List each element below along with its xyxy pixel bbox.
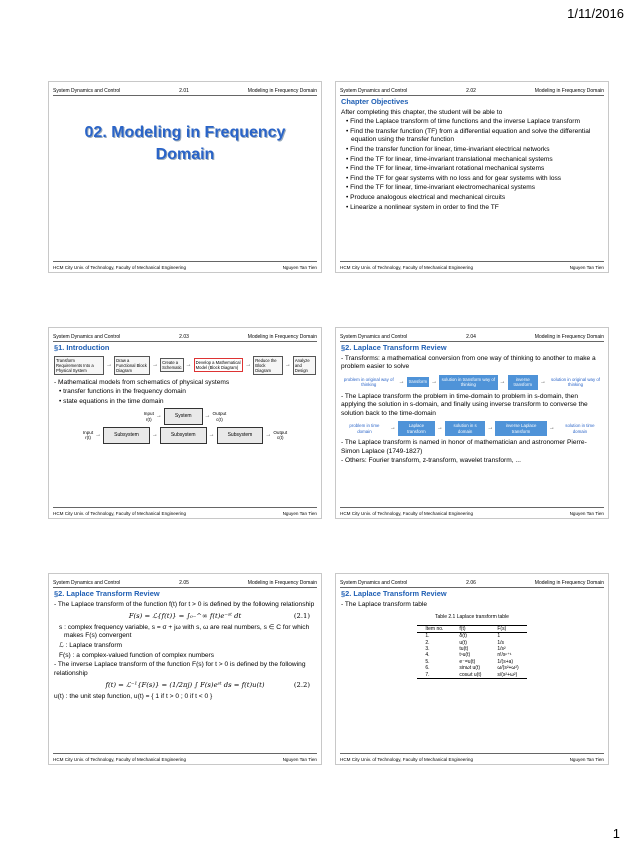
objective-item: • Find the TF for linear, time-invariant rotational mechanical systems bbox=[346, 165, 545, 173]
arrow-icon: → bbox=[398, 378, 405, 385]
subsystem-block: Subsystem bbox=[103, 427, 150, 444]
subsystem-block: Subsystem bbox=[160, 427, 207, 444]
arrow-icon: → bbox=[152, 361, 159, 368]
table-header: F(s) bbox=[489, 625, 526, 632]
slide-header bbox=[53, 82, 317, 96]
slide-footer: HCM City Univ. of Technology, Faculty of Mechanical Engineering Nguyen Tan Tien bbox=[340, 507, 604, 518]
objectives-intro: After completing this chapter, the student will be able to bbox=[341, 108, 503, 116]
objective-item: • Find the TF for gear systems with no loss and for gear systems with loss bbox=[346, 174, 562, 182]
table-cell: 4. bbox=[425, 652, 430, 659]
slide-2-05 bbox=[48, 573, 322, 765]
bullet-item: • state equations in the time domain bbox=[59, 397, 164, 405]
slide-footer: HCM City Univ. of Technology, Faculty of Mechanical Engineering Nguyen Tan Tien bbox=[53, 261, 317, 272]
arrow-icon: → bbox=[389, 425, 396, 432]
slide-footer: HCM City Univ. of Technology, Faculty of Mechanical Engineering Nguyen Tan Tien bbox=[53, 753, 317, 764]
intro-text: - Mathematical models from schematics of physical systems bbox=[54, 378, 230, 386]
slide-title: §2. Laplace Transform Review bbox=[341, 343, 447, 352]
slide-header: System Dynamics and Control 2.05 Modeling in Frequency Domain bbox=[53, 574, 317, 588]
paragraph: - The Laplace transform table bbox=[341, 600, 428, 608]
chapter-title: 02. Modeling in Frequency Domain bbox=[84, 124, 286, 163]
table-cell: n!/sⁿ⁺¹ bbox=[497, 652, 512, 659]
slide-title: §2. Laplace Transform Review bbox=[54, 589, 160, 598]
objective-item: • Find the Laplace transform of time functions and the inverse Laplace transform bbox=[346, 118, 580, 126]
table-cell: ω/(s²+ω²) bbox=[497, 665, 519, 672]
paragraph: - The inverse Laplace transform of the function F(s) for t > 0 is defined by the following relationship bbox=[54, 661, 306, 677]
slide-footer: HCM City Univ. of Technology, Faculty of Mechanical Engineering Nguyen Tan Tien bbox=[340, 261, 604, 272]
table-cell: sinωt u(t) bbox=[459, 665, 480, 672]
arrow-icon: → bbox=[548, 425, 555, 432]
arrow-icon: → bbox=[431, 378, 438, 385]
slide-body bbox=[54, 344, 316, 506]
arrow-icon: → bbox=[487, 425, 494, 432]
slide-body bbox=[341, 590, 603, 752]
equation-2-1: F(s) = ℒ{f(t)} = ∫₀₋^∞ f(t)e⁻ˢᵗ dt (2.1) bbox=[128, 612, 310, 621]
slide-header: System Dynamics and Control 2.03 Modeling in Frequency Domain bbox=[53, 328, 317, 342]
bullet-item: • transfer functions in the frequency domain bbox=[59, 388, 186, 396]
flow-box: Reduce the Block Diagram bbox=[253, 356, 283, 375]
arrow-icon: → bbox=[185, 361, 192, 368]
table-row bbox=[417, 672, 526, 679]
slide-title: §1. Introduction bbox=[54, 343, 110, 352]
objective-item: • Find the transfer function for linear, time-invariant electrical networks bbox=[346, 145, 550, 153]
flow-box: Develop a Mathematical Model (Block Diagram) bbox=[194, 358, 244, 372]
slide-2-02 bbox=[335, 81, 609, 273]
objective-item: • Find the TF for linear, time-invariant electromechanical systems bbox=[346, 184, 536, 192]
paragraph: - Transforms: a mathematical conversion from one way of thinking to another to make a problem easier to solve bbox=[341, 354, 596, 371]
table-cell: 1/s bbox=[497, 639, 505, 646]
flow-box: transform bbox=[407, 377, 430, 386]
table-cell: 2. bbox=[425, 639, 430, 646]
slide-2-03 bbox=[48, 327, 322, 519]
table-cell: s/(s²+ω²) bbox=[489, 672, 526, 679]
arrow-icon: → bbox=[540, 378, 546, 385]
flow-box: solution in time domain bbox=[565, 423, 595, 434]
objective-item: • Find the TF for linear, time-invariant translational mechanical systems bbox=[346, 155, 553, 163]
paragraph: - The Laplace transform the problem in time-domain to problem in s-domain, then applying the solution in s-domain, and finally using inverse transform to converse the solution back to the time-domain bbox=[341, 392, 588, 417]
slide-body bbox=[54, 590, 316, 752]
subsystem-diagram: Input r(t) → Subsystem → Subsystem → Subsystem → Output c(t) bbox=[54, 427, 316, 444]
objective-item: • Find the transfer function (TF) from a differential equation and solve the differential equation using the transfer function bbox=[346, 127, 591, 144]
table-cell: 5. bbox=[425, 658, 430, 665]
laplace-table bbox=[417, 625, 526, 679]
table-cell: u(t) bbox=[459, 639, 467, 646]
slide-2-04 bbox=[335, 327, 609, 519]
slide-number: 2.01 bbox=[179, 88, 189, 94]
transform-flow bbox=[341, 375, 603, 390]
flow-box: solution in transform way of thinking bbox=[439, 375, 497, 390]
objective-item: • Produce analogous electrical and mechanical circuits bbox=[346, 193, 506, 201]
slide-footer: HCM City Univ. of Technology, Faculty of Mechanical Engineering Nguyen Tan Tien bbox=[340, 753, 604, 764]
slide-2-01 bbox=[48, 81, 322, 273]
flow-box: inverse transform bbox=[508, 375, 538, 390]
definition: F(s) : a complex-valued function of complex numbers bbox=[59, 651, 215, 659]
slide-title: §2. Laplace Transform Review bbox=[341, 589, 447, 598]
arrow-icon: → bbox=[436, 425, 443, 432]
table-header: Item no. bbox=[417, 625, 451, 632]
flow-box: inverse Laplace transform bbox=[495, 421, 546, 436]
paragraph: - The Laplace transform of the function f(t) for t > 0 is defined by the following relationship bbox=[54, 600, 315, 608]
paragraph: - Others: Fourier transform, z-transform, wavelet transform, ... bbox=[341, 457, 521, 465]
slide-body bbox=[341, 344, 603, 506]
table-cell: 6. bbox=[425, 665, 430, 672]
slide-footer: HCM City Univ. of Technology, Faculty of Mechanical Engineering Nguyen Tan Tien bbox=[53, 507, 317, 518]
table-cell: cosωt u(t) bbox=[451, 672, 489, 679]
table-caption: Table 2.1 Laplace transform table bbox=[435, 614, 509, 621]
system-block: System bbox=[164, 408, 203, 425]
flow-box: Laplace transform bbox=[398, 421, 435, 436]
laplace-flow bbox=[341, 421, 603, 436]
header-right: Modeling in Frequency Domain bbox=[247, 88, 317, 94]
flow-box: solution in s domain bbox=[445, 421, 485, 436]
arrow-icon: → bbox=[499, 378, 506, 385]
definition: u(t) : the unit step function, u(t) = { 1 if t > 0 ; 0 if t < 0 } bbox=[54, 692, 213, 700]
arrow-icon: → bbox=[284, 361, 291, 368]
slide-header: System Dynamics and Control 2.04 Modeling in Frequency Domain bbox=[340, 328, 604, 342]
paragraph: - The Laplace transform is named in honor of mathematician and astronomer Pierre-Simon Laplace (1749-1827) bbox=[341, 439, 587, 455]
equation-2-2: f(t) = ℒ⁻¹{F(s)} = (1/2πj) ∫ F(s)eˢᵗ ds = f(t)u(t) (2.2) bbox=[105, 681, 310, 690]
definition: s : complex frequency variable, s = σ + jω with s, ω are real numbers, s ∈ C for which makes F(s) convergent bbox=[59, 623, 310, 640]
objectives-list bbox=[341, 118, 603, 212]
slide-title: Chapter Objectives bbox=[341, 97, 409, 106]
flow-box: Draw a Functional Block Diagram bbox=[114, 356, 150, 375]
page-date: 1/11/2016 bbox=[567, 6, 624, 21]
table-header: f(t) bbox=[451, 625, 489, 632]
table-cell: 1. bbox=[425, 633, 430, 640]
definition: ℒ : Laplace transform bbox=[59, 641, 123, 649]
table-cell: tu(t) bbox=[459, 646, 469, 652]
flow-box: problem in time domain bbox=[349, 423, 380, 434]
system-diagram: Input r(t) → System → Output c(t) bbox=[54, 408, 316, 425]
table-cell: e⁻ᵃᵗu(t) bbox=[459, 658, 476, 665]
flow-box: Analyze and Design bbox=[293, 356, 316, 375]
flow-box: solution in original way of thinking bbox=[550, 376, 601, 388]
arrow-icon: → bbox=[245, 361, 252, 368]
flow-box: problem in original way of thinking bbox=[343, 376, 394, 388]
slide-header: System Dynamics and Control 2.06 Modeling in Frequency Domain bbox=[340, 574, 604, 588]
table-cell: 3. bbox=[425, 646, 430, 652]
page-number: 1 bbox=[612, 826, 620, 841]
table-cell: 1/(s+a) bbox=[497, 658, 514, 665]
table-cell: tⁿu(t) bbox=[459, 652, 471, 659]
subsystem-block: Subsystem bbox=[217, 427, 264, 444]
table-cell: 1/s² bbox=[497, 646, 506, 652]
objective-item: • Linearize a nonlinear system in order to find the TF bbox=[346, 203, 499, 211]
header-left: System Dynamics and Control bbox=[53, 88, 121, 94]
table-cell: 1 bbox=[497, 633, 501, 640]
flow-box: Create a Schematic bbox=[162, 360, 182, 371]
table-cell: 7. bbox=[417, 672, 451, 679]
arrow-icon: → bbox=[106, 361, 113, 368]
flow-box: Transform Requirements Into a Physical System bbox=[54, 356, 104, 375]
table-cell: δ(t) bbox=[459, 633, 467, 640]
table-row bbox=[417, 633, 526, 640]
slide-2-06 bbox=[335, 573, 609, 765]
design-process-flow bbox=[54, 356, 316, 375]
slide-header: System Dynamics and Control 2.02 Modeling in Frequency Domain bbox=[340, 82, 604, 96]
slide-body bbox=[341, 98, 603, 260]
